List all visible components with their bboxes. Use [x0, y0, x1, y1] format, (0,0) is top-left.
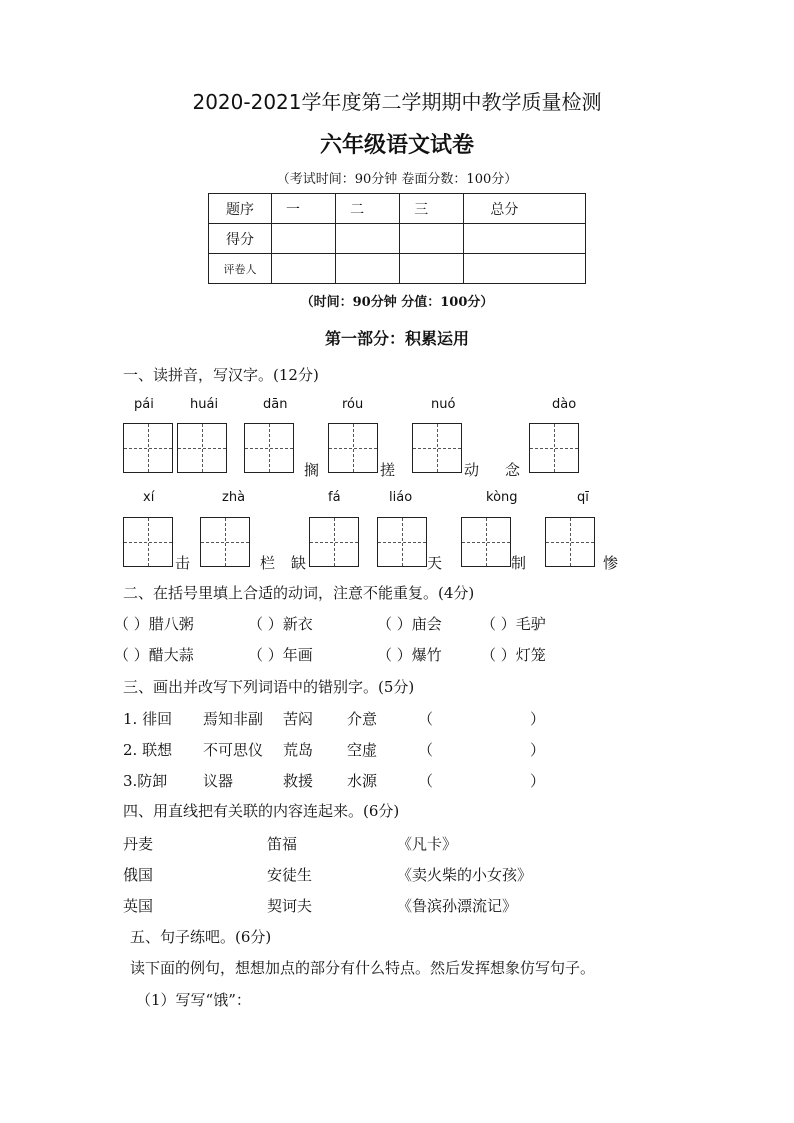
- fill-blank[interactable]: （ ）庙会: [377, 615, 442, 633]
- q2-title: 二、在括号里填上合适的动词，注意不能重复。(4分): [123, 584, 475, 602]
- given-char: 栏: [260, 554, 276, 572]
- match-item[interactable]: 丹麦: [123, 835, 154, 853]
- paper-title: 六年级语文试卷: [319, 133, 474, 158]
- pinyin: pái: [134, 397, 154, 412]
- word-item: 空虚: [347, 741, 378, 759]
- writing-box[interactable]: [545, 517, 595, 567]
- pinyin: liáo: [389, 490, 413, 505]
- pinyin: fá: [328, 490, 341, 505]
- table-cell[interactable]: [272, 224, 336, 254]
- given-char: 惨: [603, 554, 619, 572]
- given-char: 缺: [291, 554, 307, 572]
- word-item: 水源: [347, 772, 378, 790]
- given-char: 天: [427, 554, 443, 572]
- word-item: 荒岛: [283, 741, 314, 759]
- time-note: （时间：90分钟 分值：100分）: [300, 295, 494, 310]
- word-item: 介意: [347, 710, 378, 728]
- given-char: 搓: [380, 461, 396, 479]
- match-item[interactable]: 安徒生: [267, 866, 313, 884]
- fill-blank[interactable]: （ ）新衣: [248, 615, 313, 633]
- answer-paren-open[interactable]: （: [418, 741, 434, 759]
- writing-box[interactable]: [244, 423, 294, 473]
- table-cell[interactable]: [400, 254, 464, 284]
- writing-box[interactable]: [377, 517, 427, 567]
- answer-paren-close: ）: [530, 710, 546, 728]
- writing-box[interactable]: [461, 517, 511, 567]
- word-item: 议器: [203, 772, 234, 790]
- fill-blank[interactable]: （ ）毛驴: [481, 615, 546, 633]
- match-item[interactable]: 笛福: [267, 835, 298, 853]
- pinyin: huái: [190, 397, 219, 412]
- word-item: 3.防卸: [123, 772, 168, 790]
- table-cell[interactable]: [464, 254, 586, 284]
- match-item[interactable]: 《卖火柴的小女孩》: [397, 866, 533, 884]
- pinyin: róu: [342, 397, 364, 412]
- table-row: [209, 254, 586, 284]
- match-item[interactable]: 俄国: [123, 866, 154, 884]
- pinyin: dào: [552, 397, 577, 412]
- part-title: 第一部分：积累运用: [324, 329, 469, 348]
- answer-paren-close: ）: [530, 741, 546, 759]
- answer-paren-open[interactable]: （: [418, 772, 434, 790]
- table-cell[interactable]: [336, 254, 400, 284]
- q5-item-1: （1）写写“饿”：: [136, 991, 251, 1009]
- word-item: 不可思仪: [203, 741, 264, 759]
- fill-blank[interactable]: （ ）灯笼: [481, 646, 546, 664]
- table-cell[interactable]: [400, 224, 464, 254]
- table-row: [209, 224, 586, 254]
- given-char: 制: [511, 554, 527, 572]
- given-char: 念: [505, 461, 521, 479]
- given-char: 搁: [304, 461, 320, 479]
- match-item[interactable]: 《鲁滨孙漂流记》: [397, 897, 518, 915]
- table-header: 三: [400, 194, 464, 224]
- q5-instruction: 读下面的例句，想想加点的部分有什么特点。然后发挥想象仿写句子。: [130, 959, 596, 977]
- fill-blank[interactable]: （ ）醋大蒜: [114, 646, 194, 664]
- table-header: 二: [336, 194, 400, 224]
- writing-box[interactable]: [309, 517, 359, 567]
- given-char: 击: [175, 554, 191, 572]
- writing-box[interactable]: [328, 423, 378, 473]
- answer-paren-close: ）: [530, 772, 546, 790]
- q5-title: 五、句子练吧。(6分): [130, 928, 272, 946]
- writing-box[interactable]: [529, 423, 579, 473]
- pinyin: dān: [263, 397, 288, 412]
- writing-box[interactable]: [177, 423, 227, 473]
- fill-blank[interactable]: （ ）爆竹: [377, 646, 442, 664]
- writing-box[interactable]: [123, 423, 173, 473]
- word-item: 1. 徘回: [123, 710, 173, 728]
- word-item: 救援: [283, 772, 314, 790]
- table-cell[interactable]: [464, 224, 586, 254]
- exam-info: （考试时间：90分钟 卷面分数：100分）: [276, 172, 518, 187]
- fill-blank[interactable]: （ ）腊八粥: [114, 615, 194, 633]
- match-item[interactable]: 英国: [123, 897, 154, 915]
- word-item: 2. 联想: [123, 741, 173, 759]
- pinyin: nuó: [431, 397, 456, 412]
- row-label-grader: 评卷人: [209, 254, 272, 284]
- table-header: 一: [272, 194, 336, 224]
- fill-blank[interactable]: （ ）年画: [248, 646, 313, 664]
- word-item: 苦闷: [283, 710, 314, 728]
- writing-box[interactable]: [200, 517, 250, 567]
- pinyin: xí: [143, 490, 155, 505]
- table-cell[interactable]: [336, 224, 400, 254]
- given-char: 动: [464, 461, 480, 479]
- pinyin: kòng: [486, 490, 518, 505]
- table-header: 题序: [209, 194, 272, 224]
- pinyin: qī: [577, 490, 589, 505]
- row-label-score: 得分: [209, 224, 272, 254]
- exam-title: 2020-2021学年度第二学期期中教学质量检测: [192, 90, 602, 114]
- answer-paren-open[interactable]: （: [418, 710, 434, 728]
- pinyin: zhà: [222, 490, 246, 505]
- table-row: [209, 194, 586, 224]
- q1-title: 一、读拼音，写汉字。(12分): [123, 366, 319, 384]
- score-table: [208, 193, 586, 284]
- match-item[interactable]: 契诃夫: [267, 897, 313, 915]
- q3-title: 三、画出并改写下列词语中的错别字。(5分): [123, 678, 415, 696]
- table-header: 总分: [464, 194, 586, 224]
- word-item: 焉知非副: [203, 710, 264, 728]
- match-item[interactable]: 《凡卡》: [397, 835, 458, 853]
- q4-title: 四、用直线把有关联的内容连起来。(6分): [123, 802, 400, 820]
- writing-box[interactable]: [123, 517, 173, 567]
- writing-box[interactable]: [412, 423, 462, 473]
- table-cell[interactable]: [272, 254, 336, 284]
